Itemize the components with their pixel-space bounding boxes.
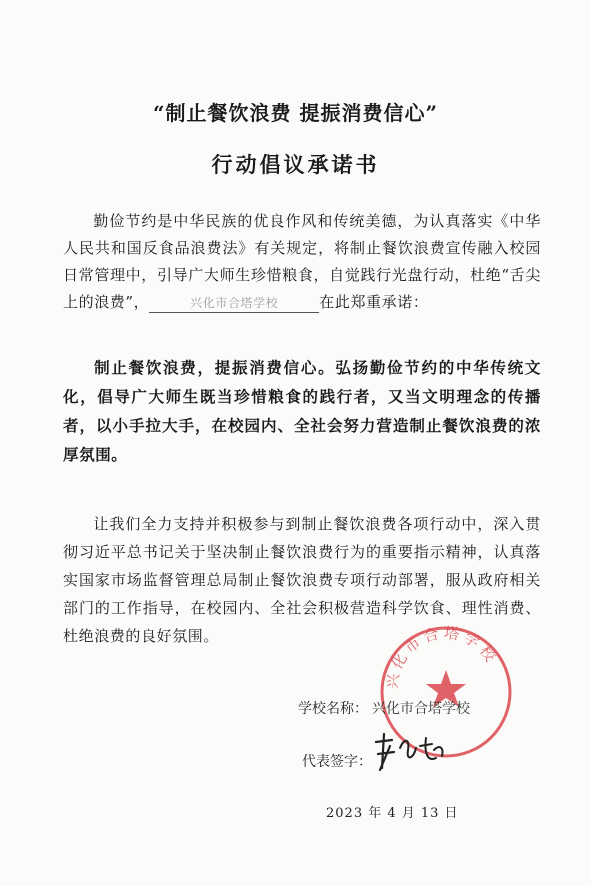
representative-label: 代表签字： bbox=[302, 754, 372, 770]
paragraph-intro bbox=[63, 208, 541, 316]
seal-text: 兴化市合塔学校 bbox=[383, 623, 502, 690]
document-date: 2023 年 4 月 13 日 bbox=[326, 806, 459, 821]
school-name-value: 兴化市合塔学校 bbox=[372, 701, 470, 717]
school-name-label: 学校名称： bbox=[298, 701, 368, 717]
document-title-line1: “制止餐饮浪费 提振消费信心” bbox=[153, 101, 438, 125]
document-title-line2: 行动倡议承诺书 bbox=[211, 152, 380, 177]
paragraph-commitment bbox=[63, 353, 541, 469]
paragraph-commitment-text: 制止餐饮浪费，提振消费信心。弘扬勤俭节约的中华传统文化，倡导广大师生既当珍惜粮食的践行者，又当文明理念的传播者，以小手拉大手，在校园内、全社会努力营造制止餐饮浪费的浓厚氛围。 bbox=[63, 358, 541, 464]
school-name-blank: 兴化市合塔学校 bbox=[149, 294, 319, 313]
paragraph-intro-ending: 在此郑重承诺： bbox=[319, 293, 429, 311]
paragraph-call-to-action-text: 让我们全力支持并积极参与到制止餐饮浪费各项行动中，深入贯彻习近平总书记关于坚决制止餐饮浪费行为的重要指示精神，认真落实国家市场监督管理总局制止餐饮浪费专项行动部署，服从政府相关部门的工作指导，在校园内、全社会积极营造科学饮食、理性消费、杜绝浪费的良好氛围。 bbox=[63, 515, 541, 645]
paragraph-intro-text: 勤俭节约是中华民族的优良作风和传统美德，为认真落实《中华人民共和国反食品浪费法》有关规定，将制止餐饮浪费宣传融入校园日常管理中，引导广大师生珍惜粮食，自觉践行光盘行动，杜绝“舌尖上的浪费”， bbox=[63, 212, 541, 311]
handwritten-signature bbox=[370, 728, 450, 776]
